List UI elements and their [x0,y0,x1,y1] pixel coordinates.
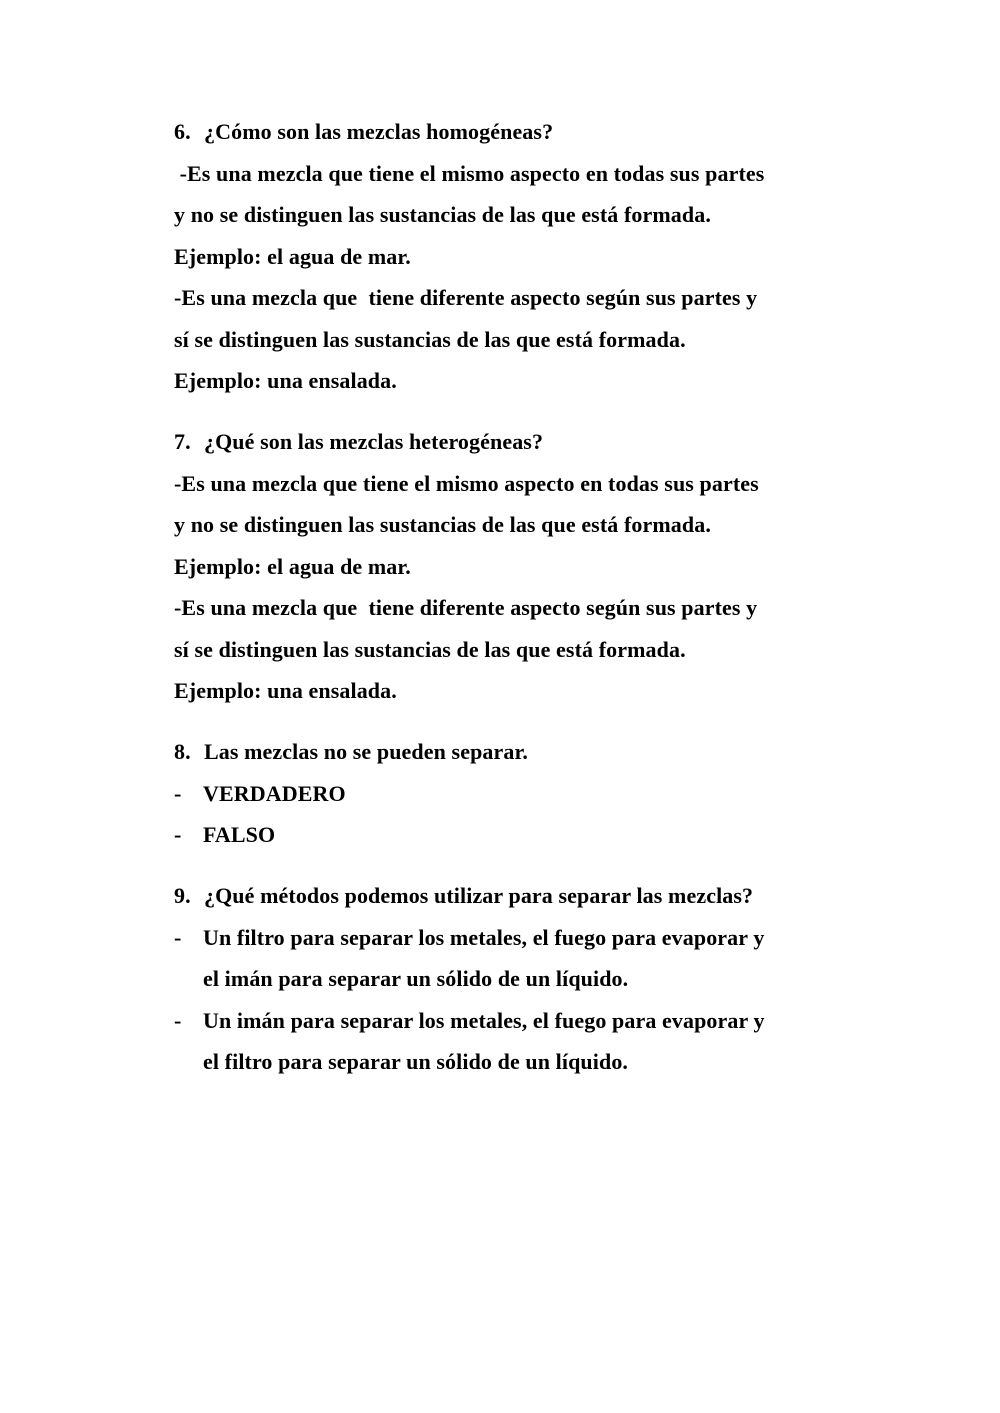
q9-option-1-line-1[interactable]: Un filtro para separar los metales, el fuego para evaporar y [203,925,765,950]
question-text: ¿Cómo son las mezclas homogéneas? [204,119,554,144]
question-9-title [174,882,753,910]
question-text: Las mezclas no se pueden separar. [204,739,528,764]
question-8-title [174,738,528,766]
q6-option-2-line-2[interactable]: sí se distinguen las sustancias de las que está formada. [174,327,686,352]
q6-option-1-line-2[interactable]: y no se distinguen las sustancias de las que está formada. [174,202,711,227]
question-text: ¿Qué métodos podemos utilizar para separar las mezclas? [204,883,754,908]
q7-option-1-line-2[interactable]: y no se distinguen las sustancias de las que está formada. [174,512,711,537]
q6-option-2-line-1[interactable]: -Es una mezcla que tiene diferente aspecto según sus partes y [174,285,758,310]
q7-option-1-line-1[interactable]: -Es una mezcla que tiene el mismo aspecto en todas sus partes [174,471,759,496]
q6-option-1-line-3[interactable]: Ejemplo: el agua de mar. [174,244,411,269]
q7-option-2-line-3[interactable]: Ejemplo: una ensalada. [174,678,397,703]
question-text: ¿Qué son las mezclas heterogéneas? [204,429,544,454]
q8-option-2-dash: - [174,822,182,847]
q6-option-1-line-1[interactable]: -Es una mezcla que tiene el mismo aspecto en todas sus partes [174,161,765,186]
question-number: 7. [174,429,191,454]
q8-option-falso[interactable]: FALSO [203,822,276,847]
question-number: 6. [174,119,191,144]
q9-option-2-line-1[interactable]: Un imán para separar los metales, el fuego para evaporar y [203,1008,765,1033]
q7-option-1-line-3[interactable]: Ejemplo: el agua de mar. [174,554,411,579]
question-number: 8. [174,739,191,764]
q6-option-2-line-3[interactable]: Ejemplo: una ensalada. [174,368,397,393]
q7-option-2-line-1[interactable]: -Es una mezcla que tiene diferente aspecto según sus partes y [174,595,758,620]
q9-option-1-line-2[interactable]: el imán para separar un sólido de un líquido. [203,966,629,991]
question-7-title [174,428,543,456]
q8-option-1-dash: - [174,781,182,806]
question-number: 9. [174,883,191,908]
q9-option-2-line-2[interactable]: el filtro para separar un sólido de un líquido. [203,1049,629,1074]
question-6-title [174,118,553,146]
q9-option-1-dash: - [174,925,182,950]
q9-option-2-dash: - [174,1008,182,1033]
q7-option-2-line-2[interactable]: sí se distinguen las sustancias de las que está formada. [174,637,686,662]
q8-option-verdadero[interactable]: VERDADERO [203,781,346,806]
